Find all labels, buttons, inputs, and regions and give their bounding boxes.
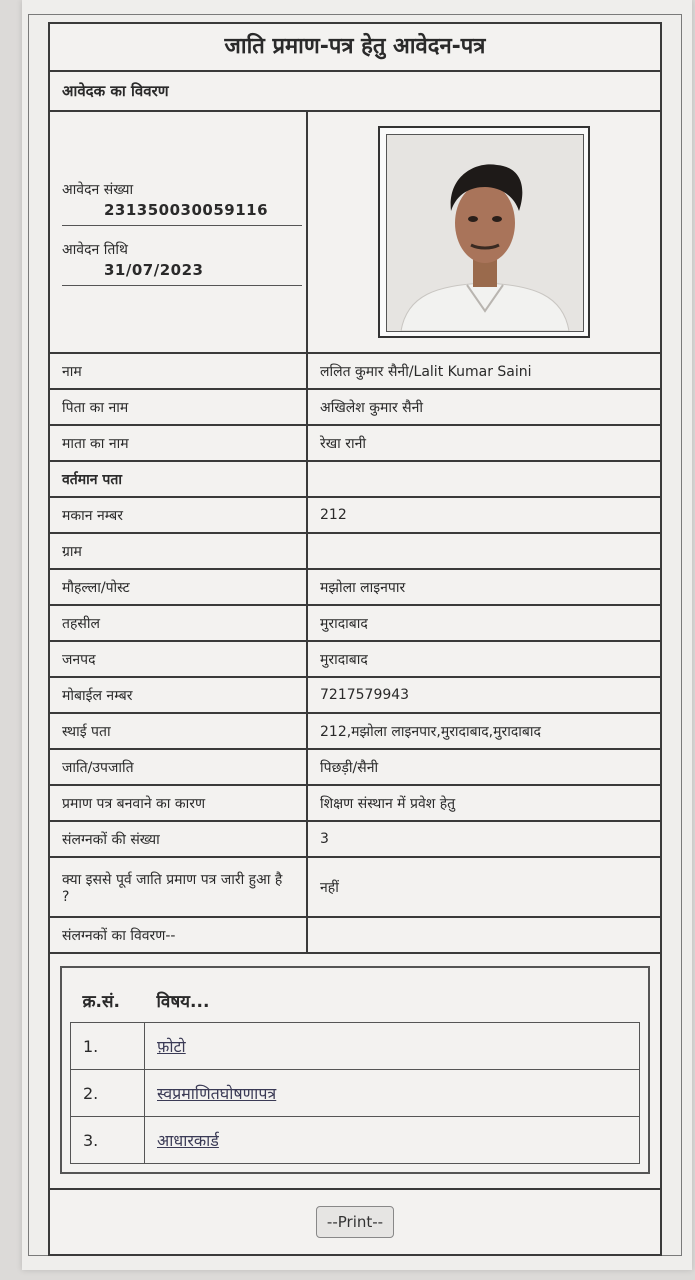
field-value xyxy=(307,533,660,569)
table-header-row xyxy=(71,978,640,1023)
field-value: पिछड़ी/सैनी xyxy=(307,749,660,785)
field-label: वर्तमान पता xyxy=(50,461,307,497)
section-applicant-details: आवेदक का विवरण xyxy=(50,72,660,112)
field-label: क्या इससे पूर्व जाति प्रमाण पत्र जारी हुआ है ? xyxy=(50,857,307,917)
table-row xyxy=(50,917,660,953)
print-area xyxy=(50,1190,660,1254)
person-photo-icon xyxy=(387,135,583,331)
column-header-subject: विषय... xyxy=(145,978,640,1023)
table-row xyxy=(50,713,660,749)
table-row xyxy=(50,677,660,713)
applicant-photo xyxy=(386,134,584,332)
field-value: 3 xyxy=(307,821,660,857)
table-row xyxy=(50,749,660,785)
table-row xyxy=(50,785,660,821)
photo-cell xyxy=(308,112,660,352)
field-label: संलग्नकों का विवरण-- xyxy=(50,917,307,953)
table-row xyxy=(50,605,660,641)
form-title: जाति प्रमाण-पत्र हेतु आवेदन-पत्र xyxy=(50,24,660,72)
table-row xyxy=(71,1023,640,1070)
application-date-label: आवेदन तिथि xyxy=(62,242,128,258)
field-value: रेखा रानी xyxy=(307,425,660,461)
field-value xyxy=(307,917,660,953)
table-row xyxy=(71,1070,640,1117)
field-value: नहीं xyxy=(307,857,660,917)
field-label: पिता का नाम xyxy=(50,389,307,425)
table-row xyxy=(50,461,660,497)
applicant-photo-frame xyxy=(378,126,590,338)
field-value: मझोला लाइनपार xyxy=(307,569,660,605)
field-label: जाति/उपजाति xyxy=(50,749,307,785)
field-label: ग्राम xyxy=(50,533,307,569)
field-value: अखिलेश कुमार सैनी xyxy=(307,389,660,425)
attachment-cell xyxy=(145,1117,640,1164)
attachment-link-photo[interactable]: फ़ोटो xyxy=(157,1037,186,1056)
details-table xyxy=(50,354,660,954)
attachments-box xyxy=(60,966,650,1174)
application-number: 231350030059116 xyxy=(104,201,269,219)
field-label: नाम xyxy=(50,354,307,389)
table-row xyxy=(50,354,660,389)
attachment-link-aadhaar[interactable]: आधारकार्ड xyxy=(157,1131,219,1150)
field-label: प्रमाण पत्र बनवाने का कारण xyxy=(50,785,307,821)
attachment-cell xyxy=(145,1023,640,1070)
divider xyxy=(62,225,302,226)
field-label: तहसील xyxy=(50,605,307,641)
column-header-sno: क्र.सं. xyxy=(71,978,145,1023)
table-row xyxy=(50,569,660,605)
attachment-link-self-declaration[interactable]: स्वप्रमाणितघोषणापत्र xyxy=(157,1084,277,1103)
table-row xyxy=(50,389,660,425)
application-date: 31/07/2023 xyxy=(104,261,204,279)
table-row xyxy=(50,425,660,461)
field-label: माता का नाम xyxy=(50,425,307,461)
table-row xyxy=(50,533,660,569)
application-info-block xyxy=(50,112,660,354)
field-value: शिक्षण संस्थान में प्रवेश हेतु xyxy=(307,785,660,821)
field-label: मोबाईल नम्बर xyxy=(50,677,307,713)
application-info xyxy=(50,112,308,352)
print-button[interactable]: --Print-- xyxy=(316,1206,394,1238)
attachment-sno: 2. xyxy=(71,1070,145,1117)
field-value: ललित कुमार सैनी/Lalit Kumar Saini xyxy=(307,354,660,389)
divider xyxy=(62,285,302,286)
field-value: मुरादाबाद xyxy=(307,605,660,641)
field-value: मुरादाबाद xyxy=(307,641,660,677)
attachment-cell xyxy=(145,1070,640,1117)
attachments-section xyxy=(50,954,660,1190)
field-value: 212,मझोला लाइनपार,मुरादाबाद,मुरादाबाद xyxy=(307,713,660,749)
attachment-sno: 3. xyxy=(71,1117,145,1164)
field-label: मौहल्ला/पोस्ट xyxy=(50,569,307,605)
field-label: मकान नम्बर xyxy=(50,497,307,533)
attachment-sno: 1. xyxy=(71,1023,145,1070)
table-row xyxy=(50,821,660,857)
table-row xyxy=(50,641,660,677)
application-form xyxy=(48,22,662,1256)
table-row xyxy=(71,1117,640,1164)
table-row xyxy=(50,497,660,533)
attachments-table xyxy=(70,978,640,1164)
field-label: स्थाई पता xyxy=(50,713,307,749)
field-value xyxy=(307,461,660,497)
application-number-label: आवेदन संख्या xyxy=(62,182,134,198)
field-label: संलग्नकों की संख्या xyxy=(50,821,307,857)
field-value: 7217579943 xyxy=(307,677,660,713)
field-value: 212 xyxy=(307,497,660,533)
field-label: जनपद xyxy=(50,641,307,677)
table-row xyxy=(50,857,660,917)
